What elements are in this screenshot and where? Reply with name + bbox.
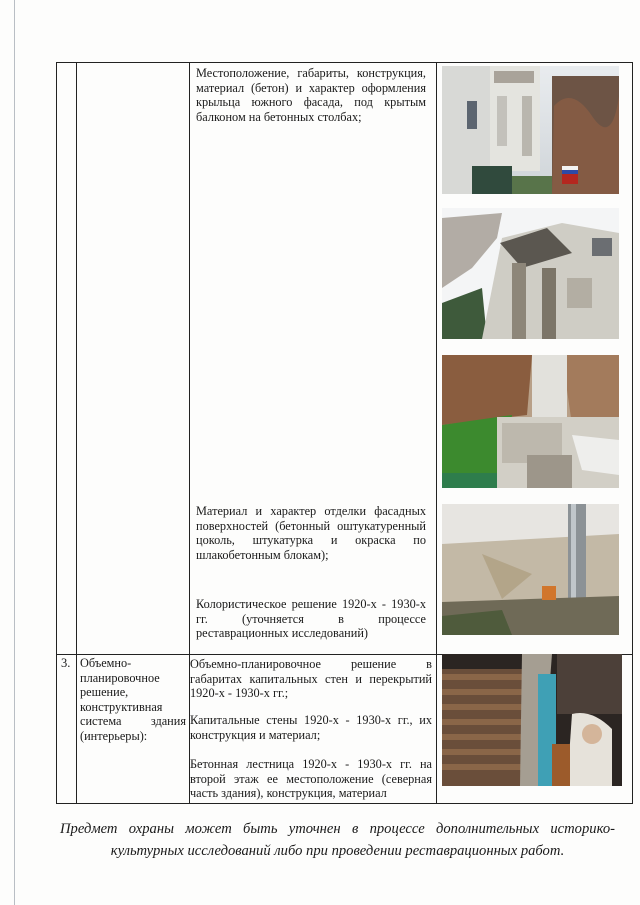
table-bottom-border [56,803,633,804]
table-left-border [56,62,57,803]
footnote: Предмет охраны может быть уточнен в процессе дополнительных историко-культурных исследований либо при проведении реставрационных работ. [60,821,615,859]
plinth-drainpipe-photo [442,504,619,635]
staircase-description: Бетонная лестница 1920-х - 1930-х гг. на второй этаж ее местоположение (северная часть здания), конструкция, материал [190,757,432,801]
porch-garden-photo [442,355,619,488]
col-divider-3 [436,62,437,803]
row-name: Объемно-планировочное решение, конструктивная система здания (интерьеры): [80,656,186,743]
layout-description: Объемно-планировочное решение в габаритах капитальных стен и перекрытий 1920-х - 1930-х гг.; [190,657,432,701]
building-south-facade-photo [442,66,619,194]
table-top-border [56,62,633,63]
balcony-concrete-columns-photo [442,208,619,339]
porch-description: Местоположение, габариты, конструкция, материал (бетон) и характер оформления крыльца южного фасада, под крытым балконом на бетонных столбах; [196,66,426,124]
table-right-border [632,62,633,803]
col-divider-1 [76,62,77,803]
walls-description: Капитальные стены 1920-х - 1930-х гг., их конструкция и материал; [190,713,432,742]
row-number: 3. [61,656,71,670]
color-solution-description: Колористическое решение 1920-х - 1930-х гг. (уточняется в процессе реставрационных исследований) [196,597,426,641]
facade-finish-description: Материал и характер отделки фасадных поверхностей (бетонный оштукатуренный цоколь, штукатурка и окраска по шлакобетонным блокам); [196,504,426,562]
interior-staircase-photo [442,654,622,786]
